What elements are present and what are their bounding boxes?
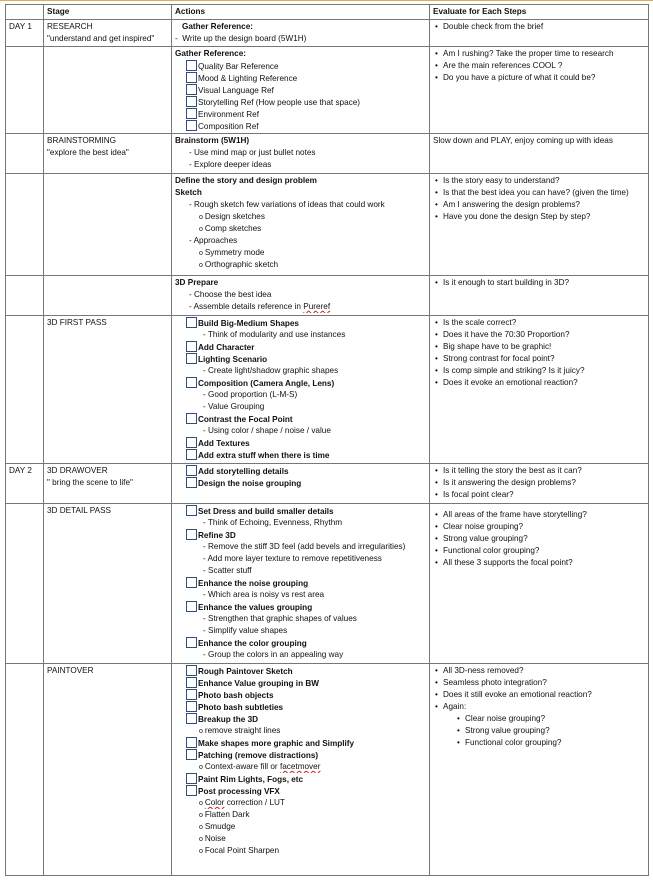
checklist-item[interactable] (175, 108, 427, 120)
stage-cell (44, 276, 172, 316)
action-item: - Using color / shape / noise / value (175, 425, 427, 437)
stage-cell (44, 20, 172, 47)
checklist-item[interactable] (175, 465, 427, 477)
checklist-item[interactable] (175, 529, 427, 541)
action-item-text: Context-aware fill or (204, 762, 280, 771)
checklist-item[interactable] (175, 477, 427, 489)
checkbox[interactable] (186, 601, 197, 612)
checklist-label: Quality Bar Reference (198, 62, 279, 71)
checklist-item[interactable] (175, 96, 427, 108)
table-row (6, 134, 649, 174)
action-item: - Approaches (175, 235, 427, 247)
checkbox[interactable] (186, 577, 197, 588)
action-subitem (175, 797, 427, 809)
actions-cell (172, 47, 430, 134)
action-item: - Value Grouping (175, 401, 427, 413)
checkbox[interactable] (186, 96, 197, 107)
table-row (6, 664, 649, 876)
action-subitem: o Noise (175, 833, 427, 845)
checklist-item[interactable] (175, 713, 427, 725)
stage-cell (44, 504, 172, 664)
eval-subitem: • Clear noise grouping? (433, 713, 646, 725)
checklist-label: Environment Ref (198, 110, 259, 119)
action-subitem: o Focal Point Sharpen (175, 845, 427, 857)
workflow-table (5, 4, 649, 876)
action-item-text: correction / LUT (224, 798, 285, 807)
stage-title: RESEARCH (47, 22, 93, 31)
eval-item: • Big shape have to be graphic! (433, 341, 646, 353)
checklist-item[interactable] (175, 701, 427, 713)
actions-cell (172, 20, 430, 47)
checkbox[interactable] (186, 785, 197, 796)
actions-cell (172, 276, 430, 316)
action-item (175, 33, 427, 45)
checklist-item[interactable] (175, 377, 427, 389)
eval-item: • Is it answering the design problems? (433, 477, 646, 489)
action-item: - Strengthen that graphic shapes of values (175, 613, 427, 625)
action-title: 3D Prepare (175, 278, 219, 287)
checklist-item[interactable] (175, 449, 427, 461)
checklist-label: Paint Rim Lights, Fogs, etc (198, 775, 304, 784)
checklist-item[interactable] (175, 637, 427, 649)
eval-item: • Is that the best idea you can have? (given the time) (433, 187, 646, 199)
action-subitem (175, 761, 427, 773)
checklist-label: Enhance the color grouping (198, 639, 307, 648)
action-subitem: o remove straight lines (175, 725, 427, 737)
checklist-label: Mood & Lighting Reference (198, 74, 298, 83)
action-item: - Good proportion (L-M-S) (175, 389, 427, 401)
day-cell (6, 174, 44, 276)
action-item: - Simplify value shapes (175, 625, 427, 637)
checkbox[interactable] (186, 353, 197, 364)
eval-item: • All 3D-ness removed? (433, 665, 646, 677)
checkbox[interactable] (186, 749, 197, 760)
checklist-label: Add extra stuff when there is time (198, 451, 330, 460)
checklist-item[interactable] (175, 341, 427, 353)
eval-item: • Strong contrast for focal point? (433, 353, 646, 365)
checkbox[interactable] (186, 505, 197, 516)
misspelled-word: Pureref (303, 302, 331, 311)
checklist-label: Visual Language Ref (198, 86, 274, 95)
action-title: Gather Reference: (175, 49, 246, 58)
table-row (6, 504, 649, 664)
checklist-label: Post processing VFX (198, 787, 280, 796)
eval-text: Slow down and PLAY, enjoy coming up with ideas (433, 136, 613, 145)
eval-item: • Am I rushing? Take the proper time to research (433, 48, 646, 60)
evaluate-cell (430, 504, 649, 664)
checklist-item[interactable] (175, 72, 427, 84)
action-title: Gather Reference: (182, 22, 253, 31)
action-item: - Rough sketch few variations of ideas that could work (175, 199, 427, 211)
eval-item: • Is the scale correct? (433, 317, 646, 329)
checkbox[interactable] (186, 437, 197, 448)
eval-item: • Do you have a picture of what it could be? (433, 72, 646, 84)
checklist-item[interactable] (175, 785, 427, 797)
action-subitem: o Comp sketches (175, 223, 427, 235)
action-item: - Use mind map or just bullet notes (175, 147, 427, 159)
action-item: - Think of modularity and use instances (175, 329, 427, 341)
eval-item: • Functional color grouping? (433, 545, 646, 557)
eval-subitem: • Strong value grouping? (433, 725, 646, 737)
stage-cell (44, 134, 172, 174)
day-cell: DAY 1 (6, 20, 44, 47)
action-item: - Group the colors in an appealing way (175, 649, 427, 661)
checklist-item[interactable] (175, 317, 427, 329)
evaluate-cell (430, 20, 649, 47)
table-row (6, 316, 649, 464)
checklist-item[interactable] (175, 505, 427, 517)
header-stage: Stage (44, 5, 172, 20)
header-evaluate: Evaluate for Each Steps (430, 5, 649, 20)
checkbox[interactable] (186, 689, 197, 700)
checklist-label: Photo bash objects (198, 691, 274, 700)
checklist-item[interactable] (175, 677, 427, 689)
eval-item: • Are the main references COOL ? (433, 60, 646, 72)
day-cell: DAY 2 (6, 464, 44, 504)
checkbox[interactable] (186, 529, 197, 540)
action-item: - Choose the best idea (175, 289, 427, 301)
eval-item: • Strong value grouping? (433, 533, 646, 545)
stage-cell (44, 47, 172, 134)
checkbox[interactable] (186, 72, 197, 83)
checklist-item[interactable] (175, 120, 427, 132)
action-subitem: o Flatten Dark (175, 809, 427, 821)
stage-cell (44, 464, 172, 504)
eval-item: • Is comp simple and striking? Is it juicy? (433, 365, 646, 377)
top-rule (0, 0, 653, 1)
day-cell (6, 47, 44, 134)
checklist-label: Enhance the values grouping (198, 603, 313, 612)
checklist-label: Rough Paintover Sketch (198, 667, 293, 676)
action-item: - Which area is noisy vs rest area (175, 589, 427, 601)
checkbox[interactable] (186, 108, 197, 119)
checkbox[interactable] (186, 701, 197, 712)
action-item: - Think of Echoing, Evenness, Rhythm (175, 517, 427, 529)
checkbox[interactable] (186, 773, 197, 784)
stage-cell (44, 174, 172, 276)
checklist-item[interactable] (175, 601, 427, 613)
eval-item: • Does it still evoke an emotional reaction? (433, 689, 646, 701)
misspelled-word: Color (204, 798, 225, 807)
checklist-label: Enhance Value grouping in BW (198, 679, 320, 688)
action-item-text: Assemble details reference in (193, 302, 304, 311)
eval-item: • All these 3 supports the focal point? (433, 557, 646, 569)
day-cell (6, 504, 44, 664)
checklist-label: Composition (Camera Angle, Lens) (198, 379, 335, 388)
checkbox[interactable] (186, 60, 197, 71)
checklist-item[interactable] (175, 353, 427, 365)
checklist-label: Lighting Scenario (198, 355, 268, 364)
checklist-label: Composition Ref (198, 122, 259, 131)
checklist-item[interactable] (175, 665, 427, 677)
checklist-label: Patching (remove distractions) (198, 751, 319, 760)
evaluate-cell (430, 174, 649, 276)
eval-item: • Does it have the 70:30 Proportion? (433, 329, 646, 341)
stage-subtitle: "explore the best idea" (47, 148, 129, 157)
action-item: - Explore deeper ideas (175, 159, 427, 171)
stage-cell (44, 316, 172, 464)
day-cell (6, 134, 44, 174)
eval-item: • Is the story easy to understand? (433, 175, 646, 187)
stage-title: 3D DETAIL PASS (47, 506, 112, 515)
header-actions: Actions (172, 5, 430, 20)
stage-title: BRAINSTORMING (47, 136, 116, 145)
action-item-text: Write up the design board (5W1H) (182, 34, 307, 43)
actions-cell (172, 316, 430, 464)
checklist-label: Set Dress and build smaller details (198, 507, 334, 516)
action-title: Define the story and design problem (175, 176, 317, 185)
eval-item: • All areas of the frame have storytelling? (433, 509, 646, 521)
eval-item: • Clear noise grouping? (433, 521, 646, 533)
action-subtitle: Sketch (175, 188, 202, 197)
checklist-label: Enhance the noise grouping (198, 579, 309, 588)
actions-cell (172, 664, 430, 876)
evaluate-cell (430, 316, 649, 464)
table-row (6, 276, 649, 316)
action-subitem: o Symmetry mode (175, 247, 427, 259)
actions-cell (172, 464, 430, 504)
checklist-label: Add Character (198, 343, 255, 352)
checkbox[interactable] (186, 677, 197, 688)
checklist-label: Add storytelling details (198, 467, 289, 476)
checklist-item[interactable] (175, 689, 427, 701)
checklist-item[interactable] (175, 773, 427, 785)
header-row (6, 5, 649, 20)
checkbox[interactable] (186, 665, 197, 676)
action-item: - Add more layer texture to remove repetitiveness (175, 553, 427, 565)
evaluate-cell (430, 47, 649, 134)
evaluate-cell (430, 664, 649, 876)
checklist-label: Make shapes more graphic and Simplify (198, 739, 355, 748)
table-row (6, 20, 649, 47)
checklist-item[interactable] (175, 437, 427, 449)
eval-item: • Is it telling the story the best as it can? (433, 465, 646, 477)
checklist-label: Storytelling Ref (How people use that space) (198, 98, 361, 107)
checklist-label: Design the noise grouping (198, 479, 302, 488)
stage-title: 3D FIRST PASS (47, 318, 107, 327)
day-cell (6, 664, 44, 876)
eval-item: • Does it evoke an emotional reaction? (433, 377, 646, 389)
table-row (6, 47, 649, 134)
checkbox[interactable] (186, 637, 197, 648)
eval-item: • Is it enough to start building in 3D? (433, 277, 646, 289)
table-row (6, 464, 649, 504)
stage-cell (44, 664, 172, 876)
eval-item: • Again: (433, 701, 646, 713)
action-title: Brainstorm (5W1H) (175, 136, 250, 145)
action-subitem: o Smudge (175, 821, 427, 833)
stage-subtitle: "understand and get inspired" (47, 34, 155, 43)
stage-subtitle: " bring the scene to life" (47, 478, 133, 487)
action-item (175, 301, 427, 313)
actions-cell (172, 134, 430, 174)
checkbox[interactable] (186, 317, 197, 328)
eval-item: • Seamless photo integration? (433, 677, 646, 689)
checkbox[interactable] (186, 120, 197, 131)
stage-title: PAINTOVER (47, 666, 94, 675)
evaluate-cell (430, 134, 649, 174)
day-cell (6, 276, 44, 316)
eval-item: • Is focal point clear? (433, 489, 646, 501)
checkbox[interactable] (186, 477, 197, 488)
stage-title: 3D DRAWOVER (47, 466, 108, 475)
dash-mark: - (175, 34, 178, 43)
checklist-label: Contrast the Focal Point (198, 415, 293, 424)
checklist-label: Photo bash subtleties (198, 703, 284, 712)
checkbox[interactable] (186, 737, 197, 748)
checklist-item[interactable] (175, 84, 427, 96)
checkbox[interactable] (186, 413, 197, 424)
checkbox[interactable] (186, 377, 197, 388)
eval-subitem: • Functional color grouping? (433, 737, 646, 749)
checklist-item[interactable] (175, 577, 427, 589)
eval-item: • Double check from the brief (433, 21, 646, 33)
action-subitem: o Orthographic sketch (175, 259, 427, 271)
eval-item: • Am I answering the design problems? (433, 199, 646, 211)
checkbox[interactable] (186, 713, 197, 724)
checkbox[interactable] (186, 449, 197, 460)
checklist-label: Build Big-Medium Shapes (198, 319, 299, 328)
action-item: - Scatter stuff (175, 565, 427, 577)
action-subitem: o Design sketches (175, 211, 427, 223)
eval-item: • Have you done the design Step by step? (433, 211, 646, 223)
checklist-item[interactable] (175, 413, 427, 425)
table-row (6, 174, 649, 276)
misspelled-word: facetmover (279, 762, 321, 771)
day-cell (6, 316, 44, 464)
actions-cell (172, 504, 430, 664)
checkbox[interactable] (186, 465, 197, 476)
action-item: - Remove the stiff 3D feel (add bevels and irregularities) (175, 541, 427, 553)
header-day (6, 5, 44, 20)
action-item: - Create light/shadow graphic shapes (175, 365, 427, 377)
checkbox[interactable] (186, 84, 197, 95)
evaluate-cell (430, 276, 649, 316)
checklist-item[interactable] (175, 737, 427, 749)
checklist-label: Add Textures (198, 439, 250, 448)
actions-cell (172, 174, 430, 276)
checkbox[interactable] (186, 341, 197, 352)
checklist-item[interactable] (175, 60, 427, 72)
evaluate-cell (430, 464, 649, 504)
checklist-label: Breakup the 3D (198, 715, 259, 724)
checklist-label: Refine 3D (198, 531, 236, 540)
checklist-item[interactable] (175, 749, 427, 761)
